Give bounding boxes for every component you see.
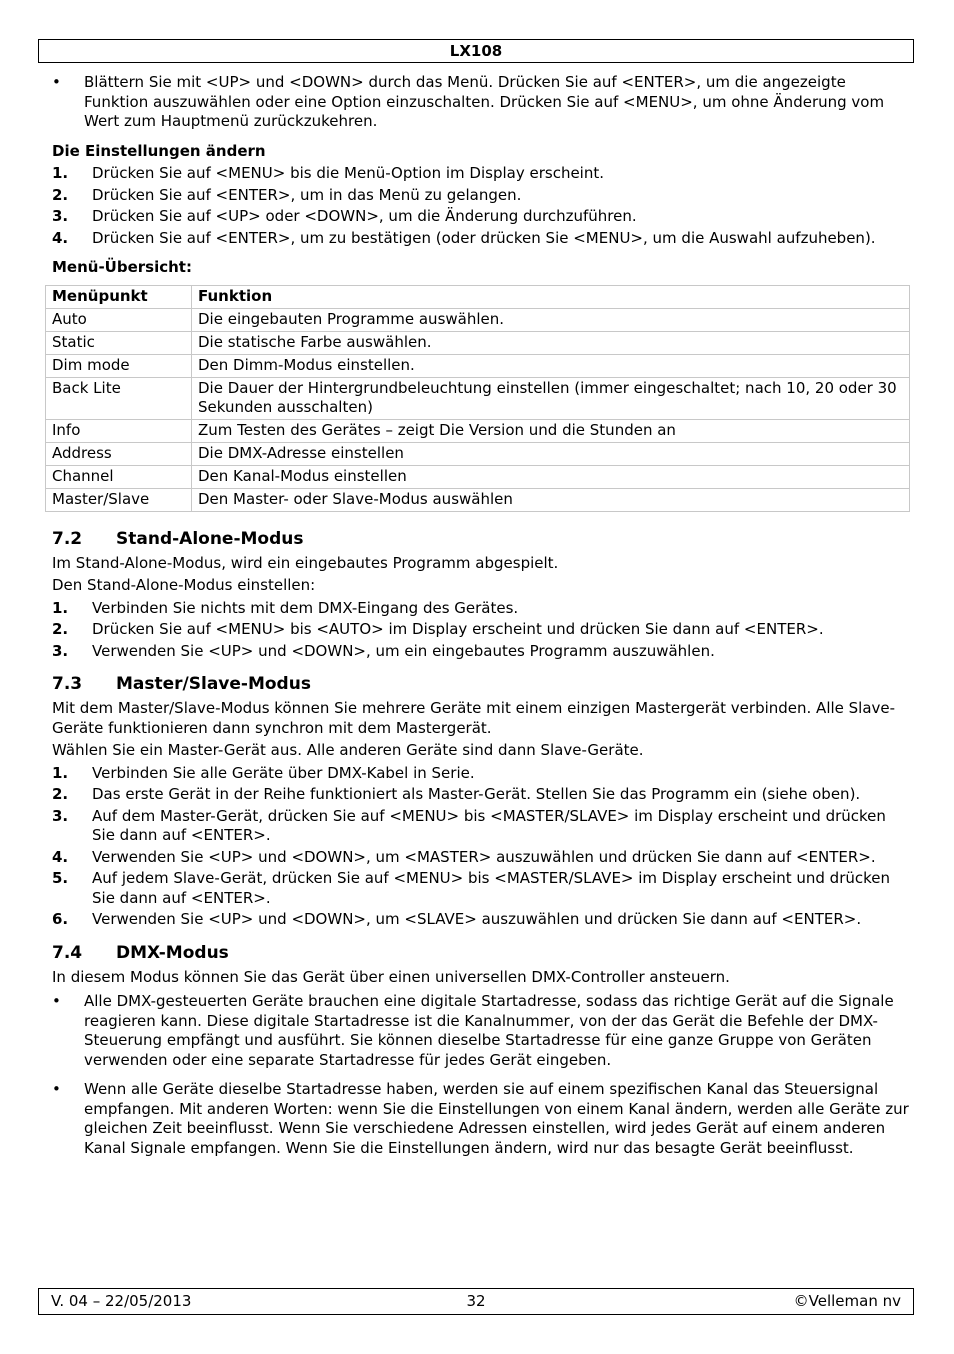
menu-item-cell: Address	[46, 442, 192, 465]
list-item	[52, 848, 912, 868]
intro-bullet	[52, 73, 912, 132]
list-item	[52, 229, 912, 249]
section-title: DMX-Modus	[116, 942, 229, 963]
step-text: Verbinden Sie alle Geräte über DMX-Kabel in Serie.	[92, 763, 475, 782]
step-text: Drücken Sie auf <UP> oder <DOWN>, um die Änderung durchzuführen.	[92, 207, 637, 225]
function-cell: Zum Testen des Gerätes – zeigt Die Version und die Stunden an	[192, 419, 910, 442]
function-cell: Die statische Farbe auswählen.	[192, 331, 910, 354]
table-row	[46, 488, 910, 511]
step-number: 2.	[52, 785, 69, 803]
list-item	[52, 764, 912, 784]
step-text: Verwenden Sie <UP> und <DOWN>, um <SLAVE> auszuwählen und drücken Sie dann auf <ENTER>.	[92, 910, 862, 928]
step-number: 5.	[52, 869, 69, 887]
menu-overview-heading: Menü-Übersicht:	[52, 258, 192, 276]
step-text: Drücken Sie auf <MENU> bis <AUTO> im Display erscheint und drücken Sie dann auf <ENTER>.	[92, 620, 824, 638]
section-heading-7-3	[52, 673, 912, 695]
list-item	[52, 642, 912, 662]
step-text: Verwenden Sie <UP> und <DOWN>, um <MASTER> auszuwählen und drücken Sie dann auf <ENTER>.	[92, 847, 876, 866]
bullet-dot: •	[52, 73, 61, 91]
intro-bullet-text: Blättern Sie mit <UP> und <DOWN> durch das Menü. Drücken Sie auf <ENTER>, um die angezeigte Funktion auszuwählen oder eine Option einzuschalten. Drücken Sie auf <MENU>, um ohne Änderung vom Wert zum Hauptmenü zurückzukehren.	[84, 73, 885, 130]
step-number: 3.	[52, 806, 69, 825]
paragraph: Den Stand-Alone-Modus einstellen:	[52, 576, 316, 594]
section-number: 7.4	[52, 942, 83, 963]
dmx-bullet	[52, 1080, 912, 1158]
list-item	[52, 186, 912, 206]
page-footer	[38, 1288, 914, 1315]
section-title: Master/Slave-Modus	[116, 674, 311, 694]
bullet-text: Wenn alle Geräte dieselbe Startadresse haben, werden sie auf einem spezifischen Kanal das Steuersignal empfangen. Mit anderen Worten: wenn Sie die Einstellungen von einem Kanal ändern, werden alle Geräte zur gleichen Zeit beeinflusst. Wenn Sie verschiedene Adressen einstellen, wird jedes Gerät auf einem anderen Kanal Signale empfangen. Wenn Sie die Einstellungen ändern, wird nur das besagte Gerät beeinflusst.	[84, 1080, 909, 1157]
step-number: 3.	[52, 207, 69, 225]
step-text: Drücken Sie auf <MENU> bis die Menü-Option im Display erscheint.	[92, 164, 605, 182]
menu-item-cell: Static	[46, 331, 192, 354]
section-number: 7.3	[52, 674, 83, 694]
section-number: 7.2	[52, 528, 83, 549]
function-cell: Den Dimm-Modus einstellen.	[192, 354, 910, 377]
menu-item-cell: Back Lite	[46, 377, 192, 419]
menu-item-cell: Info	[46, 419, 192, 442]
column-header-function: Funktion	[192, 285, 910, 308]
bullet-text: Alle DMX-gesteuerten Geräte brauchen eine digitale Startadresse, sodass das richtige Gerät auf die Signale reagieren kann. Diese digitale Startadresse ist die Kanalnummer, von der das Gerät die Befehle der DMX-Steuerung empfängt und ausführt. Sie können dieselbe Startadresse für eine ganze Gruppe von Geräten verwenden oder eine separate Startadresse für jedes Gerät eingeben.	[84, 992, 894, 1069]
list-item	[52, 910, 912, 930]
step-number: 3.	[52, 641, 69, 660]
table-row	[46, 308, 910, 331]
step-number: 4.	[52, 228, 69, 247]
menu-item-cell: Dim mode	[46, 354, 192, 377]
header-title: LX108	[449, 42, 503, 60]
dmx-bullet	[52, 992, 912, 1070]
list-item	[52, 164, 912, 184]
table-row	[46, 465, 910, 488]
list-item	[52, 599, 912, 619]
bullet-dot: •	[52, 1080, 61, 1098]
step-text: Das erste Gerät in der Reihe funktioniert als Master-Gerät. Stellen Sie das Programm ein (siehe oben).	[92, 785, 861, 803]
section-heading-7-2	[52, 528, 912, 550]
table-row	[46, 419, 910, 442]
function-cell: Den Kanal-Modus einstellen	[192, 465, 910, 488]
page-header	[38, 39, 914, 63]
menu-item-cell: Channel	[46, 465, 192, 488]
table-row	[46, 331, 910, 354]
step-text: Verwenden Sie <UP> und <DOWN>, um ein eingebautes Programm auszuwählen.	[92, 641, 715, 660]
step-number: 2.	[52, 620, 69, 638]
step-number: 2.	[52, 185, 69, 204]
paragraph: In diesem Modus können Sie das Gerät über einen universellen DMX-Controller ansteuern.	[52, 967, 730, 986]
change-settings-steps	[52, 164, 912, 248]
step-number: 1.	[52, 598, 69, 617]
section-heading-7-4	[52, 942, 912, 964]
footer-page-number: 32	[466, 1292, 486, 1310]
page-content	[52, 73, 912, 1168]
step-number: 4.	[52, 847, 69, 866]
step-text: Drücken Sie auf <ENTER>, um zu bestätigen (oder drücken Sie <MENU>, um die Auswahl aufzuheben).	[92, 228, 876, 247]
step-number: 1.	[52, 164, 69, 182]
list-item	[52, 785, 912, 805]
step-text: Drücken Sie auf <ENTER>, um in das Menü zu gelangen.	[92, 185, 522, 204]
master-slave-steps	[52, 764, 912, 930]
column-header-item: Menüpunkt	[46, 285, 192, 308]
function-cell: Die DMX-Adresse einstellen	[192, 442, 910, 465]
bullet-dot: •	[52, 992, 61, 1010]
function-cell: Die Dauer der Hintergrundbeleuchtung einstellen (immer eingeschaltet; nach 10, 20 oder 30 Sekunden ausschalten)	[192, 377, 910, 419]
paragraph: Im Stand-Alone-Modus, wird ein eingebautes Programm abgespielt.	[52, 553, 559, 572]
list-item	[52, 869, 912, 908]
table-row	[46, 354, 910, 377]
footer-version: V. 04 – 22/05/2013	[51, 1292, 192, 1310]
paragraph: Mit dem Master/Slave-Modus können Sie mehrere Geräte mit einem einzigen Mastergerät verbinden. Alle Slave-Geräte funktionieren dann synchron mit dem Mastergerät.	[52, 699, 896, 737]
table-header-row	[46, 285, 910, 308]
footer-copyright: ©Velleman nv	[793, 1292, 901, 1310]
section-title: Stand-Alone-Modus	[116, 528, 304, 549]
table-row	[46, 442, 910, 465]
step-text: Verbinden Sie nichts mit dem DMX-Eingang des Gerätes.	[92, 598, 519, 617]
step-text: Auf dem Master-Gerät, drücken Sie auf <MENU> bis <MASTER/SLAVE> im Display erscheint und drücken Sie dann auf <ENTER>.	[92, 806, 886, 844]
step-number: 1.	[52, 763, 69, 782]
paragraph: Wählen Sie ein Master-Gerät aus. Alle anderen Geräte sind dann Slave-Geräte.	[52, 741, 644, 759]
list-item	[52, 807, 912, 846]
function-cell: Die eingebauten Programme auswählen.	[192, 308, 910, 331]
step-text: Auf jedem Slave-Gerät, drücken Sie auf <MENU> bis <MASTER/SLAVE> im Display erscheint und drücken Sie dann auf <ENTER>.	[92, 869, 891, 907]
change-settings-heading: Die Einstellungen ändern	[52, 141, 266, 160]
list-item	[52, 620, 912, 640]
menu-item-cell: Auto	[46, 308, 192, 331]
menu-item-cell: Master/Slave	[46, 488, 192, 511]
step-number: 6.	[52, 910, 69, 928]
menu-overview-table	[45, 285, 910, 512]
stand-alone-steps	[52, 599, 912, 662]
table-row	[46, 377, 910, 419]
function-cell: Den Master- oder Slave-Modus auswählen	[192, 488, 910, 511]
list-item	[52, 207, 912, 227]
